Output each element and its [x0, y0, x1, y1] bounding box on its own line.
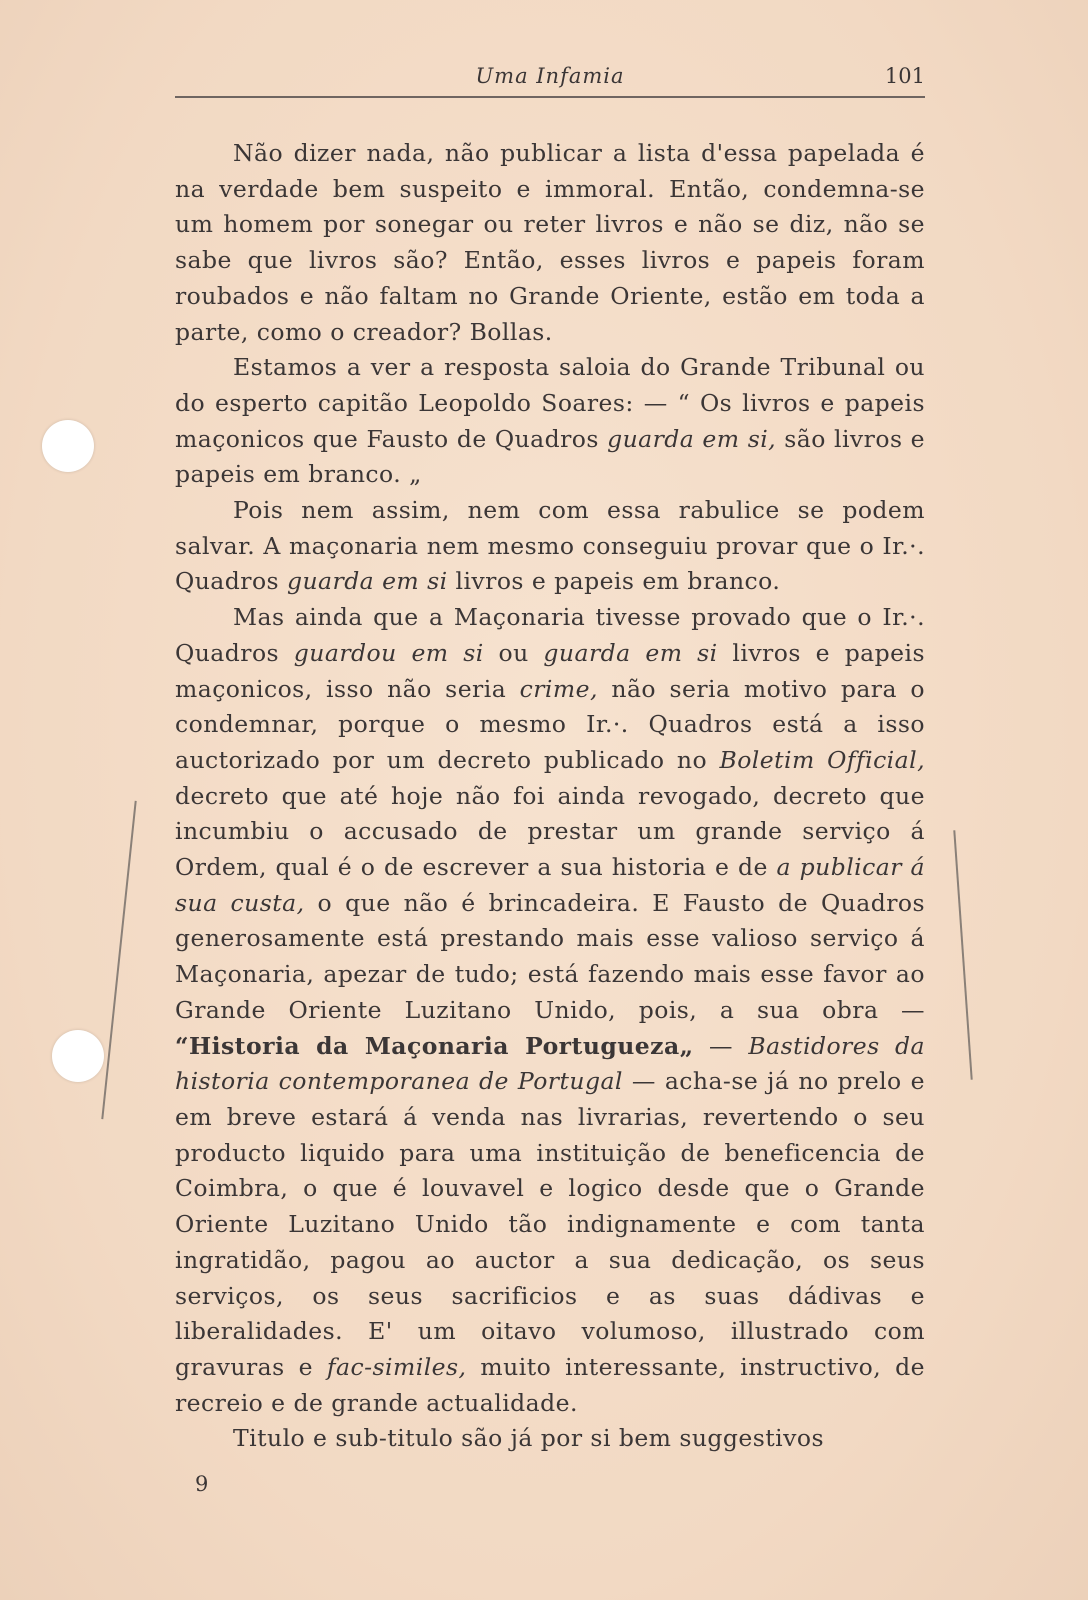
- text-run: guarda em si: [543, 638, 718, 667]
- text-run: guarda em si: [286, 567, 448, 596]
- body-text: [175, 136, 925, 1457]
- text-run: guarda em si,: [607, 424, 777, 453]
- text-run: Estamos a ver a resposta saloia do Grande Tribunal ou do esperto capitão Leopoldo Soares: — “ Os livros e papeis maçonicos que Fausto de Quadros: [175, 353, 925, 453]
- text-run: ou: [483, 638, 544, 667]
- text-run: a publicar á sua custa,: [175, 853, 925, 917]
- text-run: fac-similes,: [326, 1352, 467, 1381]
- margin-pencil-line: [101, 801, 136, 1119]
- page-number: 101: [884, 64, 925, 88]
- text-run: Bastidores da historia contemporanea de Portugal: [175, 1031, 925, 1096]
- running-title: Uma Infamia: [475, 64, 625, 88]
- text-run: —: [693, 1031, 749, 1060]
- margin-pencil-line: [953, 830, 972, 1080]
- paragraph: [175, 600, 925, 1421]
- text-run: crime,: [519, 674, 598, 703]
- page-header: [175, 60, 925, 100]
- text-run: “Historia da Maçonaria Portugueza„: [175, 1031, 694, 1060]
- text-run: o que não é brincadeira. E Fausto de Quadros generosamente está prestando mais esse valioso serviço á Maçonaria, apezar de tudo; está fazendo mais esse favor ao Grande Oriente Luzitano Unido, pois, a sua obra —: [175, 888, 925, 1024]
- text-run: Boletim Official,: [719, 745, 925, 774]
- text-run: Mas ainda que a Maçonaria tivesse provado que o Ir.·. Quadros: [175, 603, 925, 667]
- text-run: decreto que até hoje não foi ainda revogado, decreto que incumbiu o accusado de prestar um grande serviço á Ordem, qual é o de escrever a sua historia e de: [175, 781, 925, 882]
- text-run: guardou em si: [293, 638, 484, 667]
- header-rule: [175, 96, 925, 98]
- text-run: são livros e papeis em branco. „: [175, 424, 925, 489]
- punch-hole: [52, 1030, 104, 1082]
- text-run: Não dizer nada, não publicar a lista d'essa papelada é na verdade bem suspeito e immoral. Então, condemna-se um homem por sonegar ou reter livros e não se diz, não se sabe que livros são? Então, esses livros e papeis foram roubados e não faltam no Grande Oriente, estão em toda a parte, como o creador? Bollas.: [175, 139, 925, 346]
- text-run: Titulo e sub-titulo são já por si bem suggestivos: [233, 1424, 824, 1453]
- paragraph: [175, 493, 925, 600]
- punch-hole: [42, 420, 94, 472]
- paragraph: [175, 136, 925, 350]
- text-run: Pois nem assim, nem com essa rabulice se podem salvar. A maçonaria nem mesmo conseguiu provar que o Ir.·. Quadros: [175, 496, 925, 596]
- paragraph: [175, 350, 925, 493]
- text-run: não seria motivo para o condemnar, porque o mesmo Ir.·. Quadros está a isso auctorizado por um decreto publicado no: [175, 674, 926, 774]
- text-run: muito interessante, instructivo, de recreio e de grande actualidade.: [175, 1352, 925, 1417]
- signature-mark: 9: [195, 1472, 209, 1496]
- text-run: livros e papeis maçonicos, isso não seria: [175, 638, 925, 703]
- paragraph: [175, 1421, 925, 1457]
- text-run: livros e papeis em branco.: [447, 567, 781, 596]
- text-run: — acha-se já no prelo e em breve estará á venda nas livrarias, revertendo o seu producto liquido para uma instituição de beneficencia de Coimbra, o que é louvavel e logico desde que o Grande Oriente Luzitano Unido tão indignamente e com tanta ingratidão, pagou ao auctor a sua dedicação, os seus serviços, os seus sacrificios e as suas dádivas e liberalidades. E' um oitavo volumoso, illustrado com gravuras e: [175, 1067, 925, 1381]
